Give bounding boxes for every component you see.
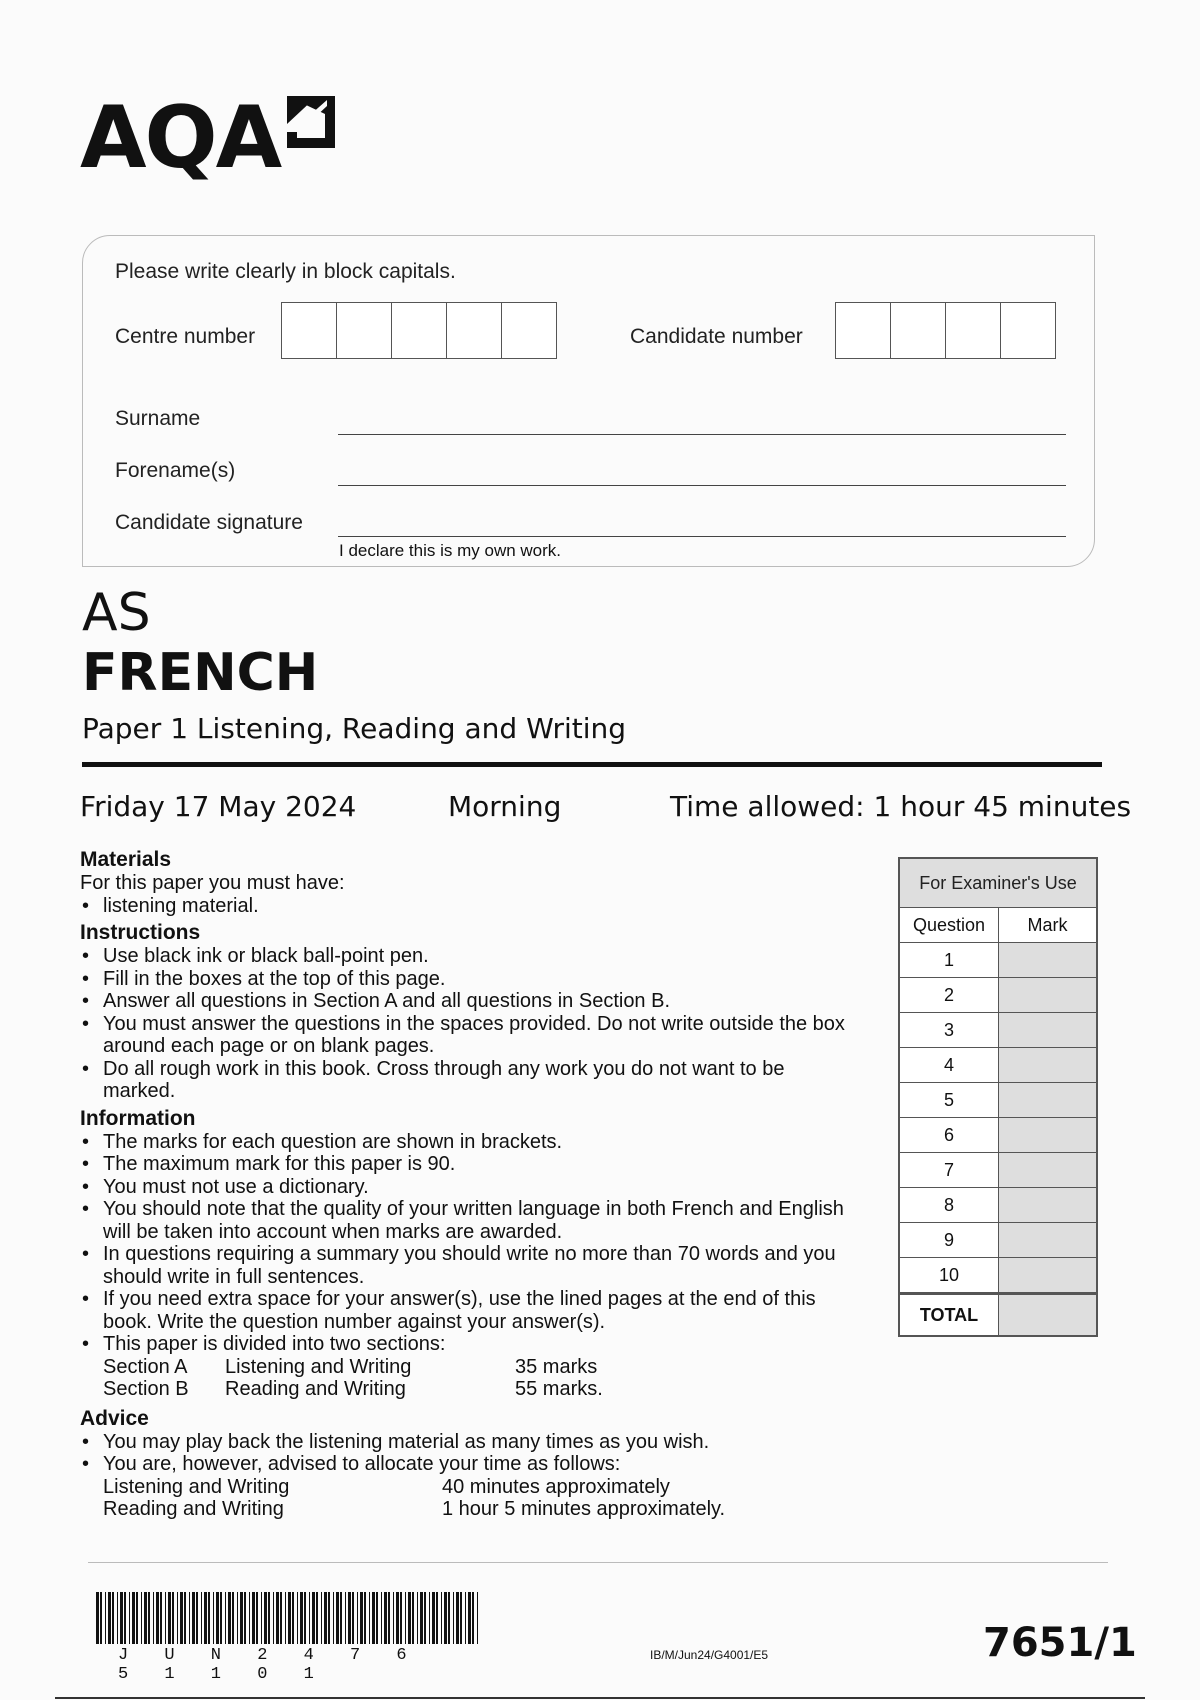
timing-part: Reading and Writing <box>103 1498 284 1520</box>
question-number: 8 <box>900 1188 999 1222</box>
table-row <box>900 1048 1096 1083</box>
declaration-text: I declare this is my own work. <box>339 541 562 560</box>
list-item: • You may play back the listening material as many times as you wish. <box>80 1431 860 1454</box>
section-name: Listening and Writing <box>225 1355 412 1378</box>
table-row <box>900 1188 1096 1223</box>
total-row <box>900 1293 1096 1335</box>
subject-title: FRENCH <box>82 643 319 703</box>
mark-cell[interactable] <box>999 1188 1096 1222</box>
digit-box[interactable] <box>336 302 392 359</box>
advice-heading: Advice <box>80 1406 149 1430</box>
list-item: • If you need extra space for your answer(s), use the lined pages at the end of this book. Write the question number against your answer(s). <box>80 1288 860 1333</box>
list-item: • Use black ink or black ball-point pen. <box>80 945 860 968</box>
digit-box[interactable] <box>890 302 946 359</box>
mark-cell[interactable] <box>999 1258 1096 1292</box>
table-row <box>900 1118 1096 1153</box>
table-row <box>900 1153 1096 1188</box>
digit-box[interactable] <box>1000 302 1056 359</box>
instructions-heading: Instructions <box>80 921 201 944</box>
question-number: 2 <box>900 978 999 1012</box>
list-item: • The marks for each question are shown in brackets. <box>80 1131 860 1154</box>
question-column-header: Question <box>900 908 999 942</box>
table-row <box>900 1083 1096 1118</box>
list-item: • You must not use a dictionary. <box>80 1176 860 1199</box>
mark-column-header: Mark <box>999 908 1096 942</box>
materials-list <box>80 895 860 918</box>
signature-line[interactable] <box>338 535 1066 537</box>
table-row <box>900 943 1096 978</box>
digit-box[interactable] <box>945 302 1001 359</box>
list-item: • The maximum mark for this paper is 90. <box>80 1153 860 1176</box>
examiners-use-table <box>898 857 1098 1337</box>
list-item: • You must answer the questions in the spaces provided. Do not write outside the box around each page or on blank pages. <box>80 1013 860 1058</box>
footer-divider <box>88 1562 1108 1563</box>
section-label: Section B <box>103 1378 189 1400</box>
digit-box[interactable] <box>391 302 447 359</box>
candidate-details-box <box>82 235 1095 567</box>
question-number: 10 <box>900 1258 999 1292</box>
page-bottom-rule <box>55 1697 1145 1699</box>
candidate-number-label: Candidate number <box>630 325 803 348</box>
information-list <box>80 1131 860 1356</box>
section-label: Section A <box>103 1355 188 1378</box>
examiners-use-title: For Examiner's Use <box>900 859 1096 908</box>
mark-cell[interactable] <box>999 943 1096 977</box>
question-number: 9 <box>900 1223 999 1257</box>
list-item: • You should note that the quality of your written language in both French and English will be taken into account when marks are awarded. <box>80 1198 860 1243</box>
question-number: 7 <box>900 1153 999 1187</box>
mark-cell[interactable] <box>999 1153 1096 1187</box>
digit-box[interactable] <box>835 302 891 359</box>
paper-code: 7651/1 <box>983 1620 1137 1666</box>
mark-cell[interactable] <box>999 978 1096 1012</box>
timing-value: 1 hour 5 minutes approximately. <box>442 1498 726 1520</box>
forenames-label: Forename(s) <box>115 459 236 482</box>
table-row <box>900 1258 1096 1293</box>
timing-row <box>80 1476 860 1499</box>
mark-cell[interactable] <box>999 1083 1096 1117</box>
question-number: 5 <box>900 1083 999 1117</box>
centre-number-label: Centre number <box>115 325 256 348</box>
forenames-line[interactable] <box>338 484 1066 486</box>
list-item: • Do all rough work in this book. Cross through any work you do not want to be marked. <box>80 1058 860 1103</box>
mark-cell[interactable] <box>999 1048 1096 1082</box>
logo-mark-icon <box>283 94 341 152</box>
total-mark-cell[interactable] <box>999 1295 1096 1335</box>
materials-heading: Materials <box>80 848 172 871</box>
aqa-logo <box>80 88 350 188</box>
digit-box[interactable] <box>501 302 557 359</box>
exam-date: Friday 17 May 2024 <box>80 790 357 823</box>
list-item: • listening material. <box>80 895 860 918</box>
question-number: 1 <box>900 943 999 977</box>
section-b-row <box>80 1378 860 1401</box>
materials-intro: For this paper you must have: <box>80 872 345 894</box>
block-capitals-instruction: Please write clearly in block capitals. <box>115 260 456 283</box>
time-allowed: Time allowed: 1 hour 45 minutes <box>670 790 1132 823</box>
digit-box[interactable] <box>446 302 502 359</box>
signature-label: Candidate signature <box>115 511 303 534</box>
section-marks: 55 marks. <box>515 1378 603 1400</box>
information-heading: Information <box>80 1106 196 1130</box>
question-number: 4 <box>900 1048 999 1082</box>
table-row <box>900 978 1096 1013</box>
centre-number-boxes[interactable] <box>281 302 556 359</box>
table-row <box>900 1223 1096 1258</box>
section-name: Reading and Writing <box>225 1378 406 1400</box>
list-item: • This paper is divided into two sections: <box>80 1333 860 1356</box>
mark-cell[interactable] <box>999 1013 1096 1047</box>
advice-list <box>80 1431 860 1476</box>
instructions-list <box>80 945 860 1103</box>
table-row <box>900 1013 1096 1048</box>
paper-title: Paper 1 Listening, Reading and Writing <box>82 712 627 745</box>
list-item: • Fill in the boxes at the top of this page. <box>80 968 860 991</box>
digit-box[interactable] <box>281 302 337 359</box>
timing-value: 40 minutes approximately <box>442 1475 670 1498</box>
barcode-icon <box>96 1592 482 1644</box>
table-header-row <box>900 908 1096 943</box>
total-label: TOTAL <box>900 1295 999 1335</box>
section-marks: 35 marks <box>515 1355 598 1378</box>
candidate-number-boxes[interactable] <box>835 302 1055 359</box>
list-item: • You are, however, advised to allocate your time as follows: <box>80 1453 860 1476</box>
mark-cell[interactable] <box>999 1223 1096 1257</box>
instructions-column <box>80 848 860 1521</box>
surname-label: Surname <box>115 407 201 430</box>
list-item: • Answer all questions in Section A and all questions in Section B. <box>80 990 860 1013</box>
surname-line[interactable] <box>338 433 1066 435</box>
barcode-number: J U N 2 4 7 6 5 1 1 0 1 <box>118 1646 420 1684</box>
logo-text: AQA <box>80 88 281 188</box>
paper-reference: IB/M/Jun24/G4001/E5 <box>650 1648 769 1662</box>
qualification-level: AS <box>82 583 151 643</box>
exam-session: Morning <box>448 790 562 823</box>
question-number: 6 <box>900 1118 999 1152</box>
list-item: • In questions requiring a summary you should write no more than 70 words and you should write in full sentences. <box>80 1243 860 1288</box>
mark-cell[interactable] <box>999 1118 1096 1152</box>
question-number: 3 <box>900 1013 999 1047</box>
title-divider <box>82 762 1102 767</box>
section-a-row <box>80 1356 860 1379</box>
timing-row <box>80 1498 860 1521</box>
timing-part: Listening and Writing <box>103 1475 290 1498</box>
